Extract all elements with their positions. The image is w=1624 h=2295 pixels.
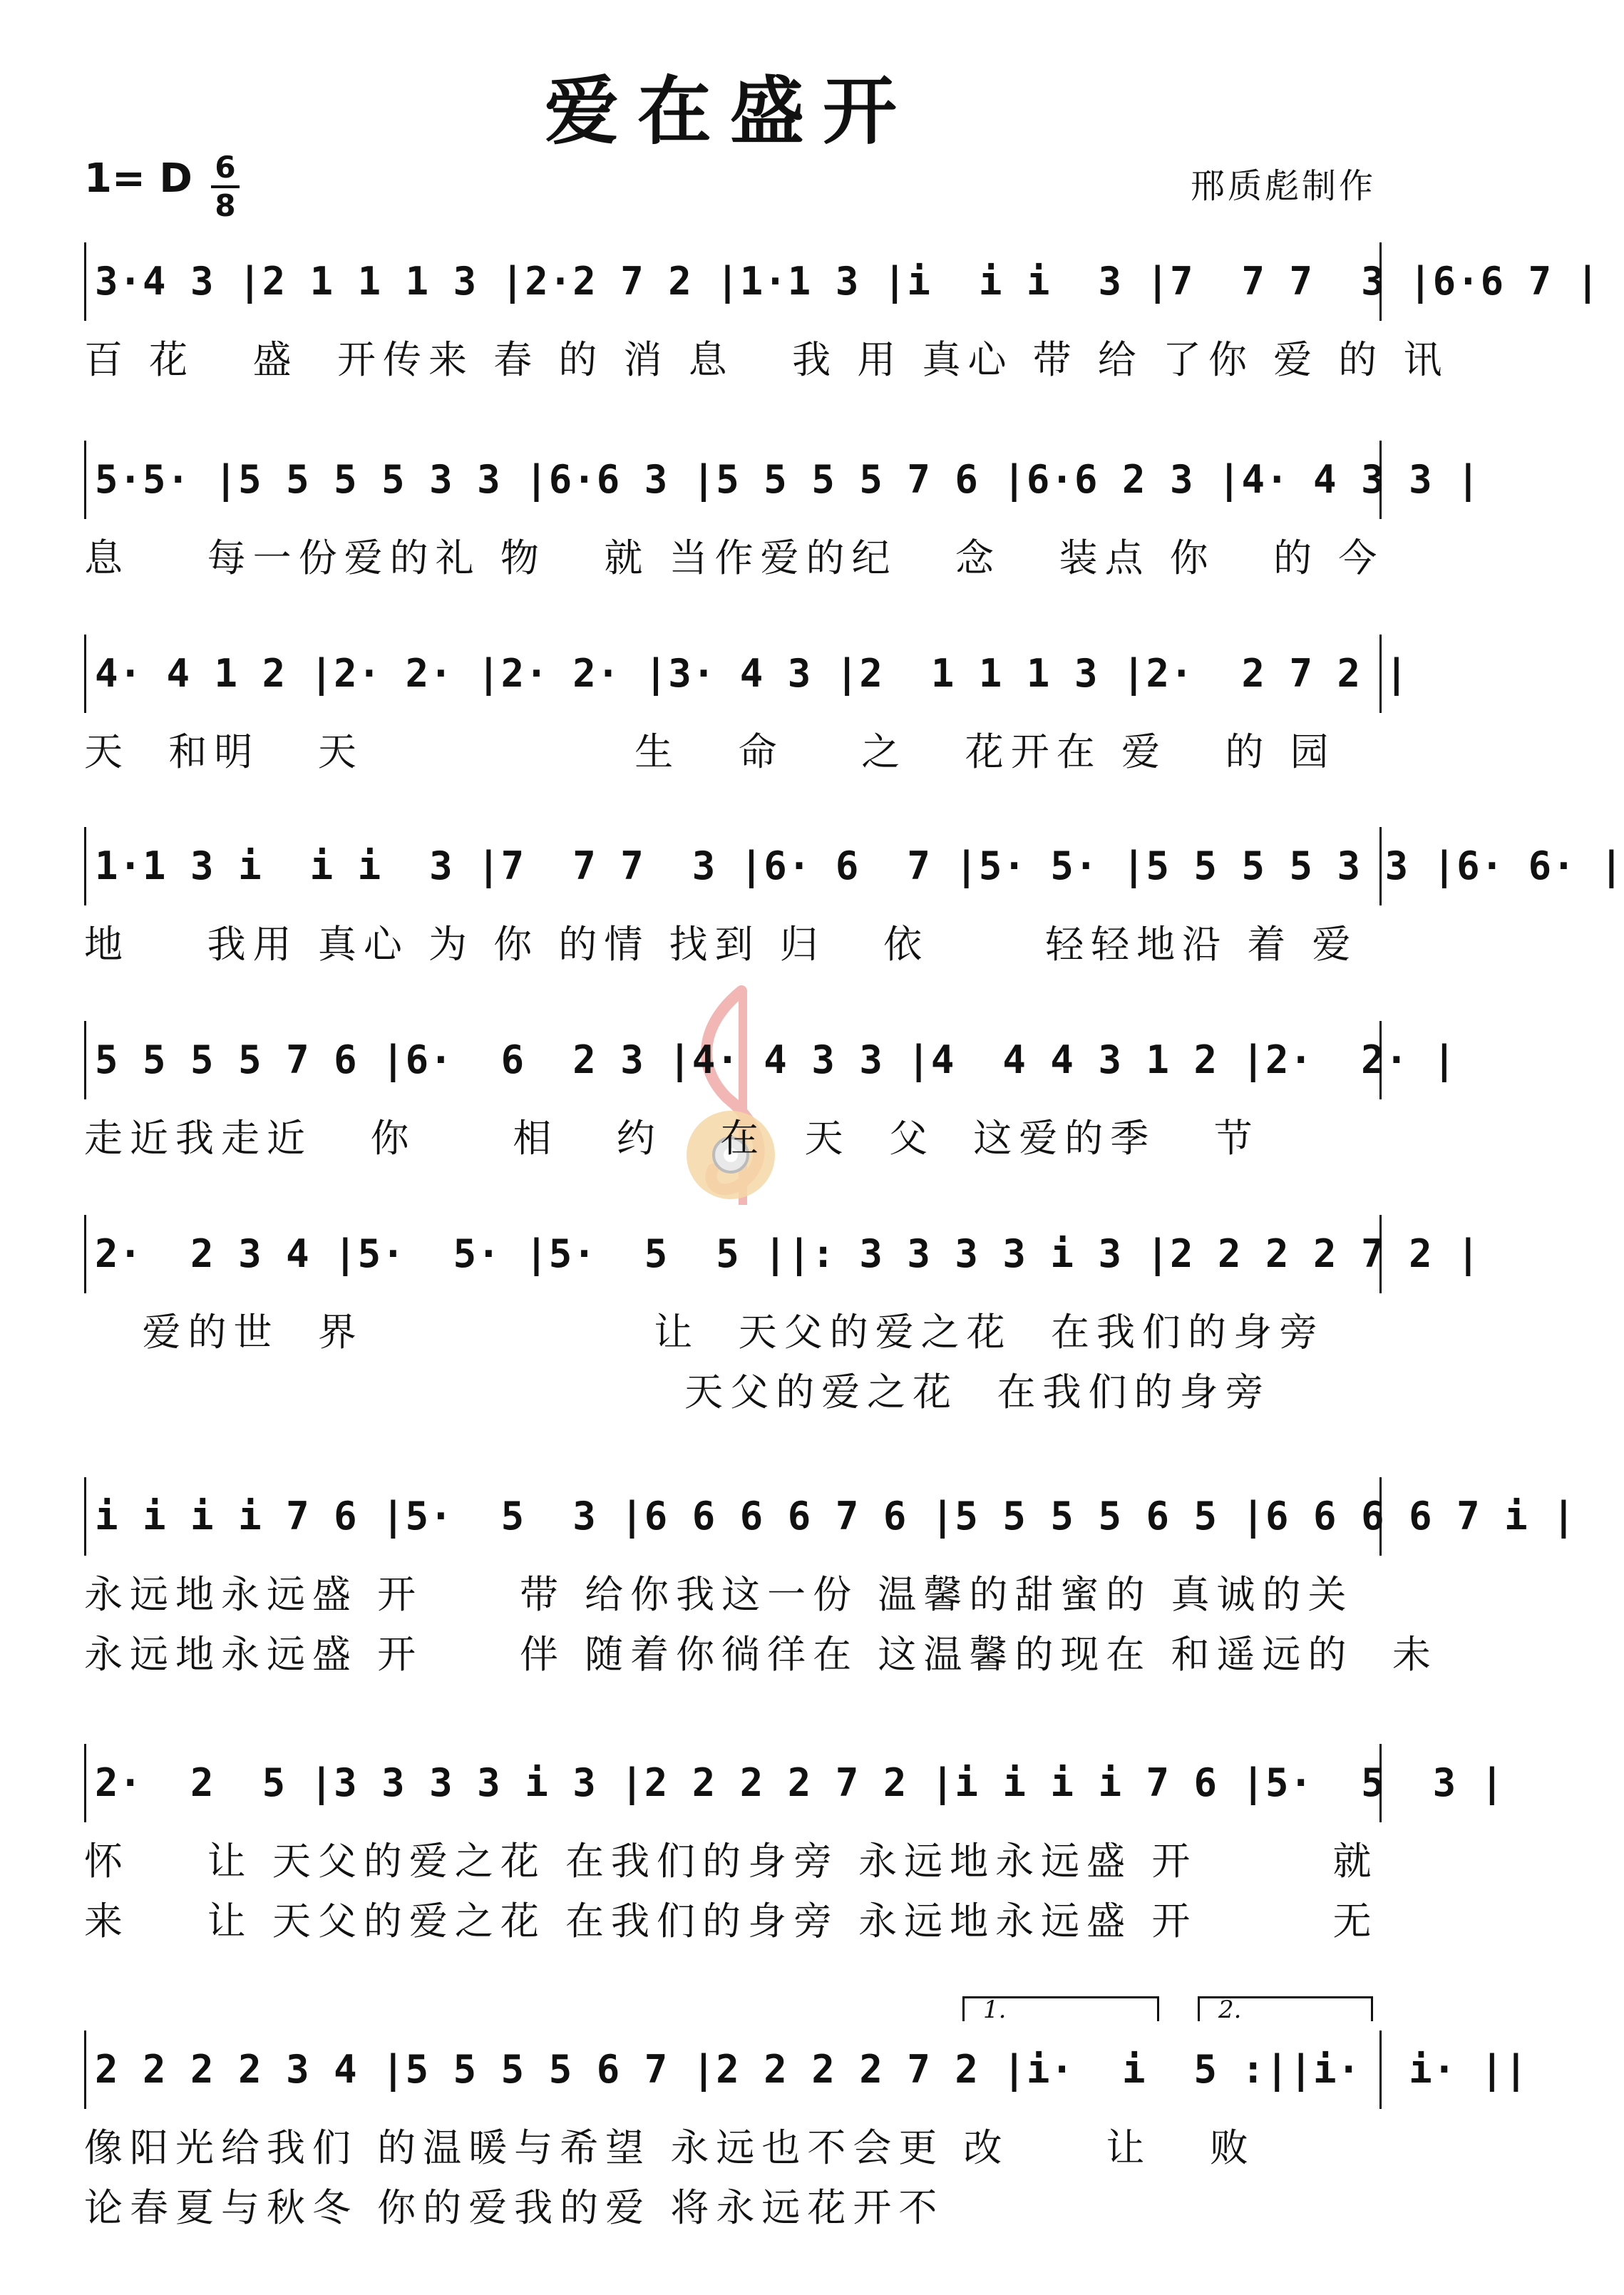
- lyric-line-1: 走近我走近 你 相 约 在 天 父 这爱的季 节: [84, 1116, 1260, 1161]
- lyric-line-1: 像阳光给我们 的温暖与希望 永远也不会更 改 让 败: [84, 2125, 1255, 2170]
- lyric-line-1: 百 花 盛 开传来 春 的 消 息 我 用 真心 带 给 了你 爱 的 讯: [84, 337, 1449, 382]
- lyric-line-1: 地 我用 真心 为 你 的情 找到 归 依 轻轻地沿 着 爱: [84, 922, 1358, 967]
- lyric-line-2: 论春夏与秋冬 你的爱我的爱 将永远花开不: [84, 2185, 945, 2230]
- lyric-line-1: 爱的世 界 让 天父的爱之花 在我们的身旁: [84, 1310, 1325, 1355]
- lyric-line-2: 来 让 天父的爱之花 在我们的身旁 永远地永远盛 开 无: [84, 1899, 1379, 1944]
- lyric-line-1: 怀 让 天父的爱之花 在我们的身旁 永远地永远盛 开 就: [84, 1839, 1379, 1884]
- time-signature-top: 6: [215, 150, 236, 185]
- second-ending-bracket: 2.: [1198, 1996, 1373, 2021]
- notation-line: 5·5· |5 5 5 5 3 3 |6·6 3 |5 5 5 5 7 6 |6·6 2 3 |4· 4 3 3 |: [84, 441, 1382, 519]
- lyric-line-2: 永远地永远盛 开 伴 随着你徜徉在 这温馨的现在 和遥远的 未: [84, 1632, 1438, 1677]
- notation-line: 4· 4 1 2 |2· 2· |2· 2· |3· 4 3 |2 1 1 1 3 |2· 2 7 2 |: [84, 635, 1382, 713]
- notation-line: 5 5 5 5 7 6 |6· 6 2 3 |4· 4 3 3 |4 4 4 3 1 2 |2· 2· |: [84, 1021, 1382, 1099]
- notation-line: 2· 2 3 4 |5· 5· |5· 5 5 ||: 3 3 3 3 i 3 |2 2 2 2 7 2 |: [84, 1215, 1382, 1293]
- lyric-line-1: 天 和明 天 生 命 之 花开在 爱 的 园: [84, 729, 1336, 774]
- notation-line: 3·4 3 |2 1 1 1 3 |2·2 7 2 |1·1 3 |i i i 3 |7 7 7 3 |6·6 7 |: [84, 242, 1382, 321]
- lyric-line-1: 息 每一份爱的礼 物 就 当作爱的纪 念 装点 你 的 今: [84, 535, 1384, 580]
- lyric-line-1: 永远地永远盛 开 带 给你我这一份 温馨的甜蜜的 真诚的关: [84, 1572, 1354, 1617]
- time-signature-bottom: 8: [215, 188, 236, 223]
- notation-line: i i i i 7 6 |5· 5 3 |6 6 6 6 7 6 |5 5 5 5 6 5 |6 6 6 6 7 i |: [84, 1477, 1382, 1556]
- lyric-line-2: 天父的爱之花 在我们的身旁: [84, 1370, 1271, 1415]
- notation-line: 2· 2 5 |3 3 3 3 i 3 |2 2 2 2 7 2 |i i i i 7 6 |5· 5 3 |: [84, 1744, 1382, 1822]
- arranger-credit: 邢质彪制作: [1190, 166, 1376, 206]
- first-ending-bracket: 1.: [962, 1996, 1159, 2021]
- notation-line: 2 2 2 2 3 4 |5 5 5 5 6 7 |2 2 2 2 7 2 |i· i 5 :||i· i· ||: [84, 2030, 1382, 2109]
- time-signature: [208, 151, 242, 222]
- key-signature: 1= D: [84, 155, 192, 202]
- song-title: 爱在盛开: [544, 67, 915, 155]
- notation-line: 1·1 3 i i i 3 |7 7 7 3 |6· 6 7 |5· 5· |5 5 5 5 3 3 |6· 6· |: [84, 827, 1382, 905]
